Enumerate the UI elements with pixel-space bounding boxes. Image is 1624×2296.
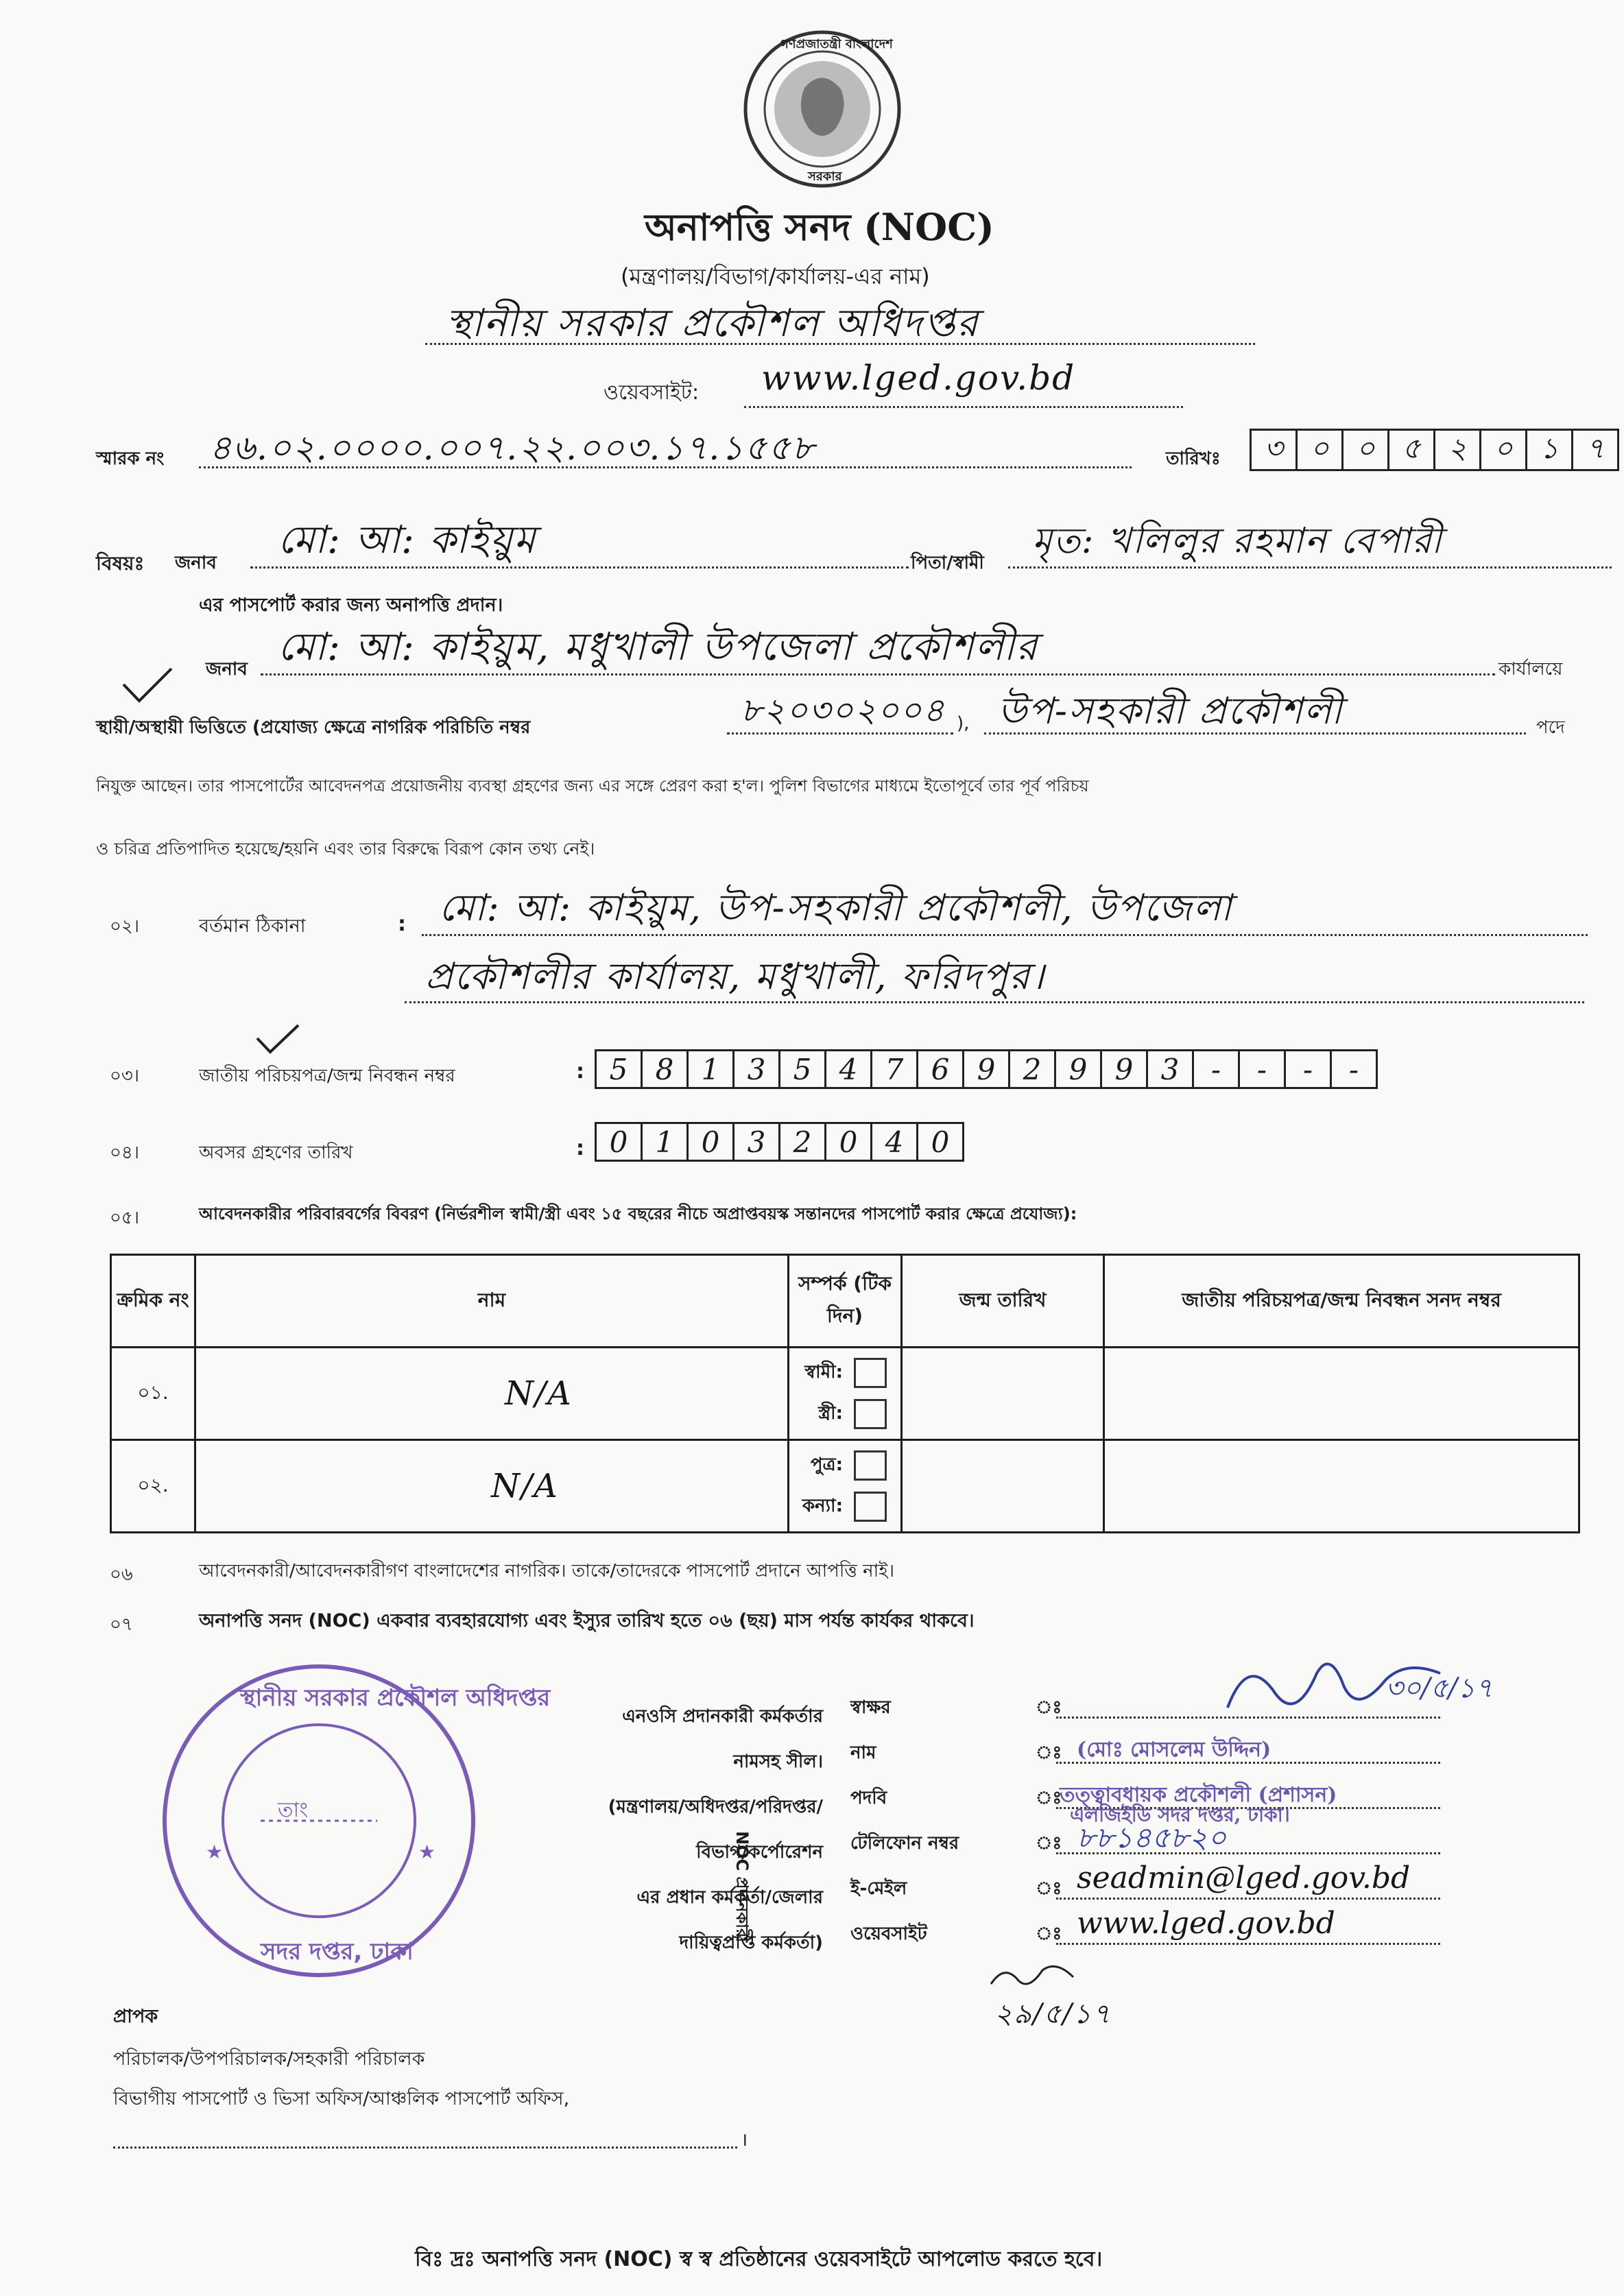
row1-name: N/A	[195, 1348, 789, 1440]
issuer-field-colon: ঃ	[1036, 1878, 1062, 1899]
ministry-caption: (মন্ত্রণালয়/বিভাগ/কার্যালয়-এর নাম)	[621, 263, 930, 289]
memo-label: স্মারক নং	[96, 449, 165, 469]
svg-text:★: ★	[206, 1841, 224, 1863]
issuer-field-row	[850, 1861, 1605, 1910]
issuer-field-value: ৮৮১৪৫৮২০	[1077, 1821, 1227, 1854]
id-close: ),	[957, 713, 970, 734]
address-colon: :	[398, 912, 406, 936]
issuer-field-label: ওয়েবসাইট	[850, 1924, 927, 1944]
nid-digit-box: 9	[962, 1049, 1010, 1089]
nid-digit-box: 6	[916, 1049, 964, 1089]
subject-janab-label: জনাব	[175, 553, 217, 573]
address-label: বর্তমান ঠিকানা	[199, 916, 306, 937]
date-digit-box: ৫	[1387, 429, 1435, 471]
row2-serial: ০২.	[111, 1440, 195, 1533]
body-name-line	[261, 673, 1495, 675]
issuer-left-line: নামসহ সীল।	[733, 1751, 823, 1772]
issuer-field-colon: ঃ	[1036, 1743, 1062, 1763]
seal-bottom-text: সদর দপ্তর, ঢাকা	[261, 1938, 414, 1965]
issuer-left-line: বিভাগ/কর্পোরেশন	[696, 1842, 823, 1863]
body-line4: ও চরিত্র প্রতিপাদিত হয়েছে/হয়নি এবং তার বিরুদ্ধে বিরূপ কোন তথ্য নেই।	[96, 839, 595, 859]
issuer-field-dotted-line	[1056, 1898, 1440, 1900]
address-line1: মো: আ: কাইয়ুম, উপ-সহকারী প্রকৌশলী, উপজেলা	[439, 886, 1233, 929]
signature-date: ৩০/৫/১৭	[1385, 1673, 1493, 1704]
recipient-line3-end: ।	[741, 2129, 748, 2151]
recipient-line2: বিভাগীয় পাসপোর্ট ও ভিসা অফিস/আঞ্চলিক পাসপোর্ট অফিস,	[113, 2088, 570, 2109]
issuer-field-value: www.lged.gov.bd	[1077, 1906, 1335, 1941]
date-digit-box: ০	[1295, 429, 1344, 471]
issuer-field-label: পদবি	[850, 1788, 887, 1808]
issuer-field-label: ই-মেইল	[850, 1878, 907, 1899]
recipient-line1: পরিচালক/উপপরিচালক/সহকারী পরিচালক	[113, 2048, 425, 2070]
nid-digit-box: -	[1192, 1049, 1240, 1089]
nid-digit-box: 3	[732, 1049, 780, 1089]
nid-digit-box: 7	[870, 1049, 918, 1089]
nid-label: জাতীয় পরিচয়পত্র/জন্ম নিবন্ধন নম্বর	[199, 1066, 455, 1086]
recipient-label: প্রাপক	[113, 2006, 158, 2027]
date-label: তারিখঃ	[1166, 449, 1221, 469]
id-number: ৮২০৩০২০০৪	[741, 691, 946, 730]
nid-digit-box: 5	[595, 1049, 643, 1089]
address-line2-rule	[405, 1001, 1584, 1003]
retirement-digit-box: 0	[916, 1122, 964, 1162]
row2-dob	[902, 1440, 1104, 1533]
col-dob: জন্ম তারিখ	[902, 1255, 1104, 1348]
issuer-field-value: তত্ত্বাবধায়ক প্রকৌশলী (প্রশাসন)	[1060, 1783, 1337, 1807]
issuer-field-colon: ঃ	[1036, 1924, 1062, 1944]
check-mark	[120, 665, 175, 712]
website-label: ওয়েবসাইট:	[604, 381, 700, 405]
website-value: www.lged.gov.bd	[761, 358, 1076, 398]
retirement-boxes	[597, 1122, 964, 1162]
footer-note: বিঃ দ্রঃ অনাপত্তি সনদ (NOC) স্ব স্ব প্রতিষ্ঠানের ওয়েবসাইটে আপলোড করতে হবে।	[415, 2247, 1103, 2271]
rel-son-label: পুত্র:	[810, 1455, 843, 1475]
date-digit-box: ৩	[1250, 429, 1298, 471]
daughter-checkbox[interactable]	[854, 1492, 887, 1522]
date-digit-box: ১	[1525, 429, 1573, 471]
retirement-digit-box: 4	[870, 1122, 918, 1162]
nid-digit-box: -	[1238, 1049, 1286, 1089]
col-relation: সম্পর্ক (টিক দিন)	[789, 1255, 902, 1348]
id-number-line	[727, 732, 953, 734]
father-name: মৃত: খলিলুর রহমান বেপারী	[1032, 521, 1443, 562]
retirement-digit-box: 2	[778, 1122, 826, 1162]
seal-middle-text: তাং	[278, 1798, 309, 1822]
rel-wife-label: স্ত্রী:	[818, 1403, 843, 1424]
subject-line2: এর পাসপোর্ট করার জন্য অনাপত্তি প্রদান।	[199, 595, 503, 616]
page-title: অনাপত্তি সনদ (NOC)	[645, 205, 994, 249]
subject-label: বিষয়ঃ	[96, 552, 145, 575]
body-name-office: মো: আ: কাইয়ুম, মধুখালী উপজেলা প্রকৌশলীর	[278, 625, 1039, 669]
emblem-bottom-text: সরকার	[808, 169, 842, 184]
issuer-left-line: দায়িত্বপ্রাপ্ত কর্মকর্তা)	[679, 1933, 823, 1953]
address-line2: প্রকৌশলীর কার্যালয়, মধুখালী, ফরিদপুর।	[425, 955, 1046, 998]
office-seal	[158, 1660, 551, 1982]
permanent-label: স্থায়ী/অস্থায়ী ভিত্তিতে (প্রযোজ্য ক্ষেত্রে নাগরিক পরিচিতি নম্বর	[96, 717, 531, 738]
issuer-left-line: এনওসি প্রদানকারী কর্মকর্তার	[622, 1706, 823, 1727]
issuer-field-label: টেলিফোন নম্বর	[850, 1833, 959, 1854]
recipient-line3	[113, 2146, 737, 2149]
table-row	[111, 1348, 1579, 1440]
date-digit-box: ২	[1433, 429, 1481, 471]
father-label: পিতা/স্বামী	[911, 553, 984, 573]
row1-nid	[1104, 1348, 1579, 1440]
nid-digit-box: 1	[686, 1049, 735, 1089]
retirement-digit-box: 0	[824, 1122, 872, 1162]
husband-checkbox[interactable]	[854, 1358, 887, 1388]
son-checkbox[interactable]	[854, 1450, 887, 1481]
clause6-num: ০৬	[110, 1564, 133, 1585]
clause7-num: ০৭	[110, 1614, 133, 1635]
signature-scribble	[1221, 1646, 1447, 1734]
row1-serial: ০১.	[111, 1348, 195, 1440]
memo-line	[199, 466, 1132, 468]
col-name: নাম	[195, 1255, 789, 1348]
body-line3: নিযুক্ত আছেন। তার পাসপোর্টের আবেদনপত্র প্রয়োজনীয় ব্যবস্থা গ্রহণের জন্য এর সঙ্গে প্রেরণ করা হ'ল। পুলিশ বিভাগের মাধ্যমে ইতোপূর্বে তার পূর্ব পরিচয়	[96, 776, 1089, 796]
nid-boxes	[597, 1049, 1378, 1089]
website-line	[744, 406, 1183, 408]
check-mark-nid	[254, 1022, 302, 1062]
address-line1-rule	[422, 934, 1588, 936]
svg-text:★: ★	[418, 1841, 436, 1863]
col-serial: ক্রমিক নং	[111, 1255, 195, 1348]
clause6-text: আবেদনকারী/আবেদনকারীগণ বাংলাদেশের নাগরিক। তাকে/তাদেরকে পাসপোর্ট প্রদানে আপত্তি নাই।	[199, 1561, 895, 1581]
issuer-field-value: seadmin@lged.gov.bd	[1077, 1861, 1411, 1896]
issuer-left-line: এর প্রধান কর্মকর্তা/জেলার	[636, 1887, 823, 1908]
date-digit-box: ৭	[1571, 429, 1619, 471]
seal-outer-text: স্থানীয় সরকার প্রকৌশল অধিদপ্তর	[240, 1684, 551, 1712]
issuer-field-value: (মোঃ মোসলেম উদ্দিন)	[1077, 1738, 1271, 1762]
nid-digit-box: 5	[778, 1049, 826, 1089]
subject-name: মো: আ: কাইয়ুম	[278, 518, 537, 562]
memo-number: ৪৬.০২.০০০০.০০৭.২২.০০৩.১৭.১৫৫৮	[209, 428, 816, 468]
issuer-left-labels	[480, 1694, 823, 1965]
family-label: আবেদনকারীর পরিবারবর্গের বিবরণ (নির্ভরশীল স্বামী/স্ত্রী এবং ১৫ বছরের নীচে অপ্রাপ্তবয়স্ক সন্তানদের পাসপোর্ট করার ক্ষেত্রে প্রযোজ্য):	[199, 1204, 1077, 1223]
wife-checkbox[interactable]	[854, 1399, 887, 1429]
designation: উপ-সহকারী প্রকৌশলী	[998, 689, 1344, 732]
retirement-digit-box: 3	[732, 1122, 780, 1162]
row2-nid	[1104, 1440, 1579, 1533]
row1-relation	[789, 1348, 902, 1440]
issuer-field-colon: ঃ	[1036, 1697, 1062, 1718]
nid-digit-box: 9	[1054, 1049, 1102, 1089]
father-name-line	[1008, 566, 1612, 569]
nid-digit-box: 3	[1146, 1049, 1194, 1089]
family-num: ০৫।	[110, 1208, 140, 1228]
table-row	[111, 1440, 1579, 1533]
nid-digit-box: -	[1284, 1049, 1332, 1089]
subject-name-line	[250, 566, 909, 569]
row2-name: N/A	[195, 1440, 789, 1533]
rel-daughter-label: কন্যা:	[802, 1496, 843, 1516]
retirement-num: ০৪।	[110, 1143, 140, 1163]
date-boxes	[1252, 429, 1619, 471]
issuer-field-row	[850, 1906, 1605, 1955]
post-suffix: পদে	[1536, 717, 1565, 738]
row2-relation	[789, 1440, 902, 1533]
ministry-name-line	[425, 343, 1255, 345]
row1-dob	[902, 1348, 1104, 1440]
retirement-digit-box: 0	[595, 1122, 643, 1162]
address-num: ০২।	[110, 916, 140, 937]
issuer-field-colon: ঃ	[1036, 1833, 1062, 1854]
rel-husband-label: স্বামী:	[804, 1362, 843, 1383]
designation-line	[984, 732, 1526, 734]
issuer-field-label: নাম	[850, 1743, 876, 1763]
nid-num: ০৩।	[110, 1066, 140, 1086]
issuer-field-dotted-line	[1056, 1943, 1440, 1945]
nid-colon: :	[576, 1060, 584, 1084]
body-janab-label: জনাব	[206, 659, 248, 680]
retirement-digit-box: 1	[641, 1122, 689, 1162]
issuer-field-colon: ঃ	[1036, 1788, 1062, 1808]
stamp-office: এলজিইডি সদর দপ্তর, ঢাকা।	[1070, 1804, 1290, 1826]
retirement-label: অবসর গ্রহণের তারিখ	[199, 1143, 353, 1163]
date-digit-box: ০	[1341, 429, 1389, 471]
col-nid: জাতীয় পরিচয়পত্র/জন্ম নিবন্ধন সনদ নম্বর	[1104, 1255, 1579, 1348]
issuer-vertical-label: NOC প্রদানকারী	[732, 1831, 752, 1943]
retirement-colon: :	[576, 1136, 584, 1160]
family-table	[110, 1254, 1580, 1533]
nid-digit-box: 4	[824, 1049, 872, 1089]
issuer-left-line: (মন্ত্রণালয়/অধিদপ্তর/পরিদপ্তর/	[608, 1797, 823, 1817]
clause7-text: অনাপত্তি সনদ (NOC) একবার ব্যবহারযোগ্য এবং ইস্যুর তারিখ হতে ০৬ (ছয়) মাস পর্যন্ত কার্যকর থাকবে।	[199, 1610, 975, 1631]
date-digit-box: ০	[1479, 429, 1527, 471]
nid-digit-box: 8	[641, 1049, 689, 1089]
office-suffix: কার্যালয়ে	[1498, 659, 1563, 680]
emblem-top-text: গণপ্রজাতন্ত্রী বাংলাদেশ	[780, 37, 893, 51]
issuer-field-row	[850, 1729, 1605, 1774]
nid-digit-box: -	[1330, 1049, 1378, 1089]
issuer-field-label: স্বাক্ষর	[850, 1697, 891, 1718]
initials-date: ২৯/৫/১৭	[994, 1998, 1112, 2030]
ministry-name: স্থানীয় সরকার প্রকৌশল অধিদপ্তর	[446, 301, 979, 346]
government-emblem	[739, 26, 905, 192]
nid-digit-box: 9	[1100, 1049, 1148, 1089]
nid-digit-box: 2	[1008, 1049, 1056, 1089]
retirement-digit-box: 0	[686, 1122, 735, 1162]
